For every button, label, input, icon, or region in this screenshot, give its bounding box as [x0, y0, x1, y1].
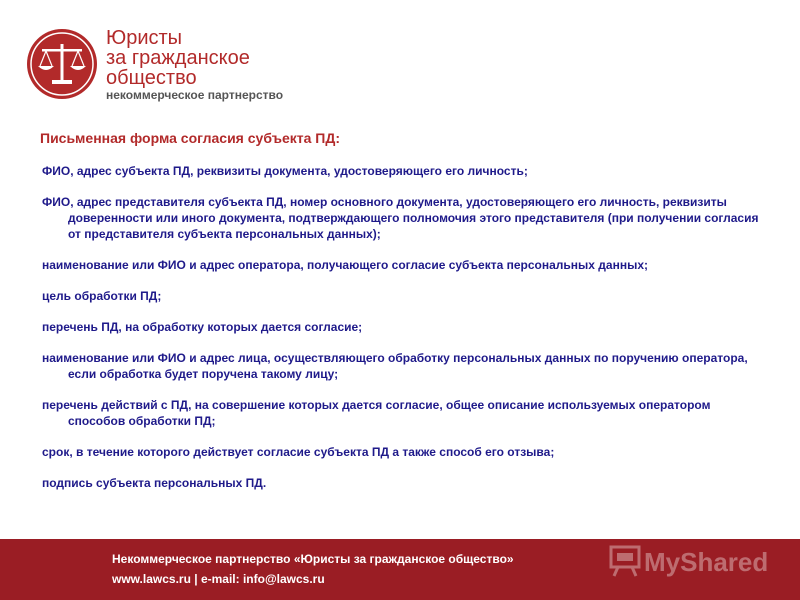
- presentation-board-icon: [608, 543, 642, 577]
- watermark-my: My: [644, 547, 681, 577]
- watermark-text: [644, 547, 768, 578]
- list-item: ФИО, адрес представителя субъекта ПД, номер основного документа, удостоверяющего его личность, реквизиты доверенности или иного документа, подтверждающего полномочия этого представителя (при получении согласия от представителя субъекта персональных данных);: [42, 195, 759, 241]
- list-item: ФИО, адрес субъекта ПД, реквизиты документа, удостоверяющего его личность;: [42, 164, 528, 178]
- page-title: Письменная форма согласия субъекта ПД:: [40, 130, 341, 146]
- footer-contacts[interactable]: www.lawcs.ru | e-mail: info@lawcs.ru: [112, 572, 325, 586]
- org-name-line-2: за гражданское: [106, 47, 250, 69]
- org-name-line-3: общество: [106, 67, 197, 89]
- scales-of-justice-logo-icon: [26, 28, 98, 100]
- list-item: наименование или ФИО и адрес оператора, получающего согласие субъекта персональных данных;: [42, 258, 648, 272]
- header: [26, 28, 326, 108]
- list-item: подпись субъекта персональных ПД.: [42, 476, 267, 490]
- list-item: перечень действий с ПД, на совершение которых дается согласие, общее описание используемых оператором способов обработки ПД;: [42, 398, 711, 428]
- list-item: наименование или ФИО и адрес лица, осуществляющего обработку персональных данных по поручению оператора, если обработка будет поручена такому лицу;: [42, 351, 748, 381]
- document-body: [38, 130, 768, 505]
- list-item: перечень ПД, на обработку которых дается согласие;: [42, 320, 363, 334]
- organization-subtitle: некоммерческое партнерство: [106, 88, 284, 102]
- footer-organization: Некоммерческое партнерство «Юристы за гражданское общество»: [112, 552, 514, 566]
- list-item: срок, в течение которого действует согласие субъекта ПД а также способ его отзыва;: [42, 445, 555, 459]
- footer-bar: [0, 539, 800, 600]
- list-item: цель обработки ПД;: [42, 289, 162, 303]
- organization-name: [106, 28, 250, 88]
- watermark-shared: Shared: [680, 547, 769, 577]
- org-name-line-1: Юристы: [106, 27, 183, 49]
- myshared-watermark: [608, 543, 769, 583]
